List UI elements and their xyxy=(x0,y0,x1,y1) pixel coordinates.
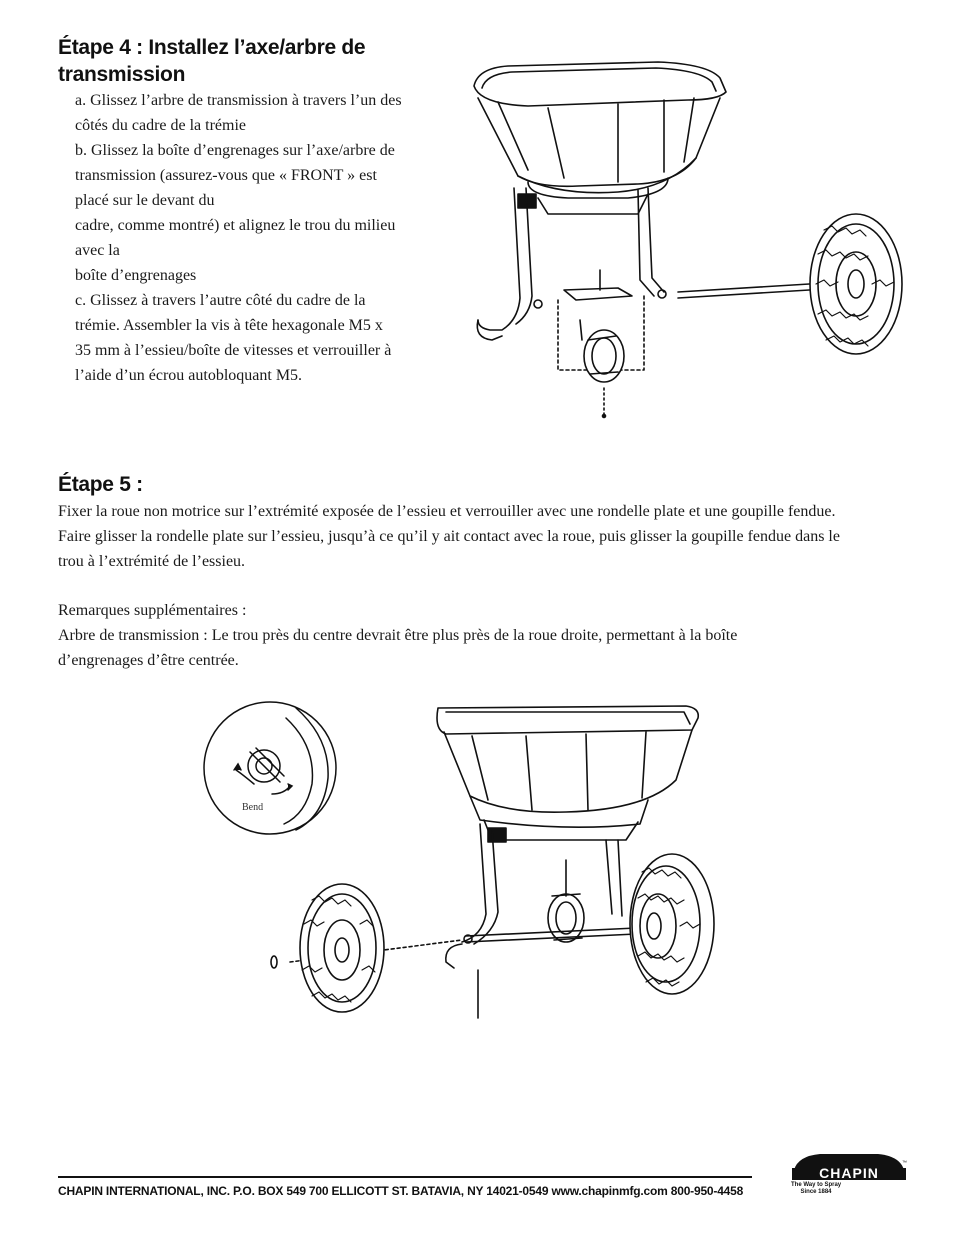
remarks-line: Arbre de transmission : Le trou près du centre devrait être plus près de la roue droite, permettant à la boîte xyxy=(58,627,738,644)
step5-instructions xyxy=(58,499,840,574)
remarks-line: d’engrenages d’être centrée. xyxy=(58,652,239,669)
step5-title: Étape 5 : xyxy=(58,473,143,496)
step5-line: Fixer la roue non motrice sur l’extrémité exposée de l’essieu et verrouiller avec une rondelle plate et une goupille fendue. xyxy=(58,503,836,520)
remarks-title: Remarques supplémentaires : xyxy=(58,602,247,619)
chapin-logo-text: CHAPIN xyxy=(819,1165,879,1181)
tagline-line2: Since 1884 xyxy=(800,1189,832,1195)
step4-line: transmission (assurez-vous que « FRONT » est xyxy=(75,167,377,184)
step4-line: c. Glissez à travers l’autre côté du cadre de la xyxy=(75,292,366,309)
chapin-tagline xyxy=(791,1182,841,1196)
step4-line: b. Glissez la boîte d’engrenages sur l’axe/arbre de xyxy=(75,142,395,159)
step4-title-line1: Étape 4 : Installez l’axe/arbre de xyxy=(58,36,366,59)
chapin-logo-tm: ™ xyxy=(902,1160,907,1166)
step5-remarks xyxy=(58,598,737,673)
step4-line: 35 mm à l’essieu/boîte de vitesses et verrouiller à xyxy=(75,342,392,359)
step4-line: placé sur le devant du xyxy=(75,192,215,209)
step4-line: l’aide d’un écrou autobloquant M5. xyxy=(75,367,303,384)
step4-line: a. Glissez l’arbre de transmission à travers l’un des xyxy=(75,92,402,109)
step5-illustration xyxy=(266,700,726,1030)
step4-line: côtés du cadre de la trémie xyxy=(75,117,247,134)
tagline-line1: The Way to Spray xyxy=(791,1182,842,1188)
footer-rule xyxy=(58,1176,752,1178)
step4-line: cadre, comme montré) et alignez le trou du milieu xyxy=(75,217,396,234)
step4-title xyxy=(58,34,365,88)
step4-illustration xyxy=(468,58,908,428)
step4-instructions xyxy=(75,88,402,388)
step4-title-line2: transmission xyxy=(58,63,186,86)
bend-label: Bend xyxy=(242,802,264,813)
footer-address: CHAPIN INTERNATIONAL, INC. P.O. BOX 549 700 ELLICOTT ST. BATAVIA, NY 14021-0549 www.chapinmfg.com 800-950-4458 xyxy=(58,1184,744,1198)
step4-line: avec la xyxy=(75,242,120,259)
step5-line: trou à l’extrémité de l’essieu. xyxy=(58,553,246,570)
step4-line: boîte d’engrenages xyxy=(75,267,197,284)
step4-line: trémie. Assembler la vis à tête hexagonale M5 x xyxy=(75,317,383,334)
step5-line: Faire glisser la rondelle plate sur l’essieu, jusqu’à ce qu’il y ait contact avec la roue, puis glisser la goupille fendue dans le xyxy=(58,528,840,545)
